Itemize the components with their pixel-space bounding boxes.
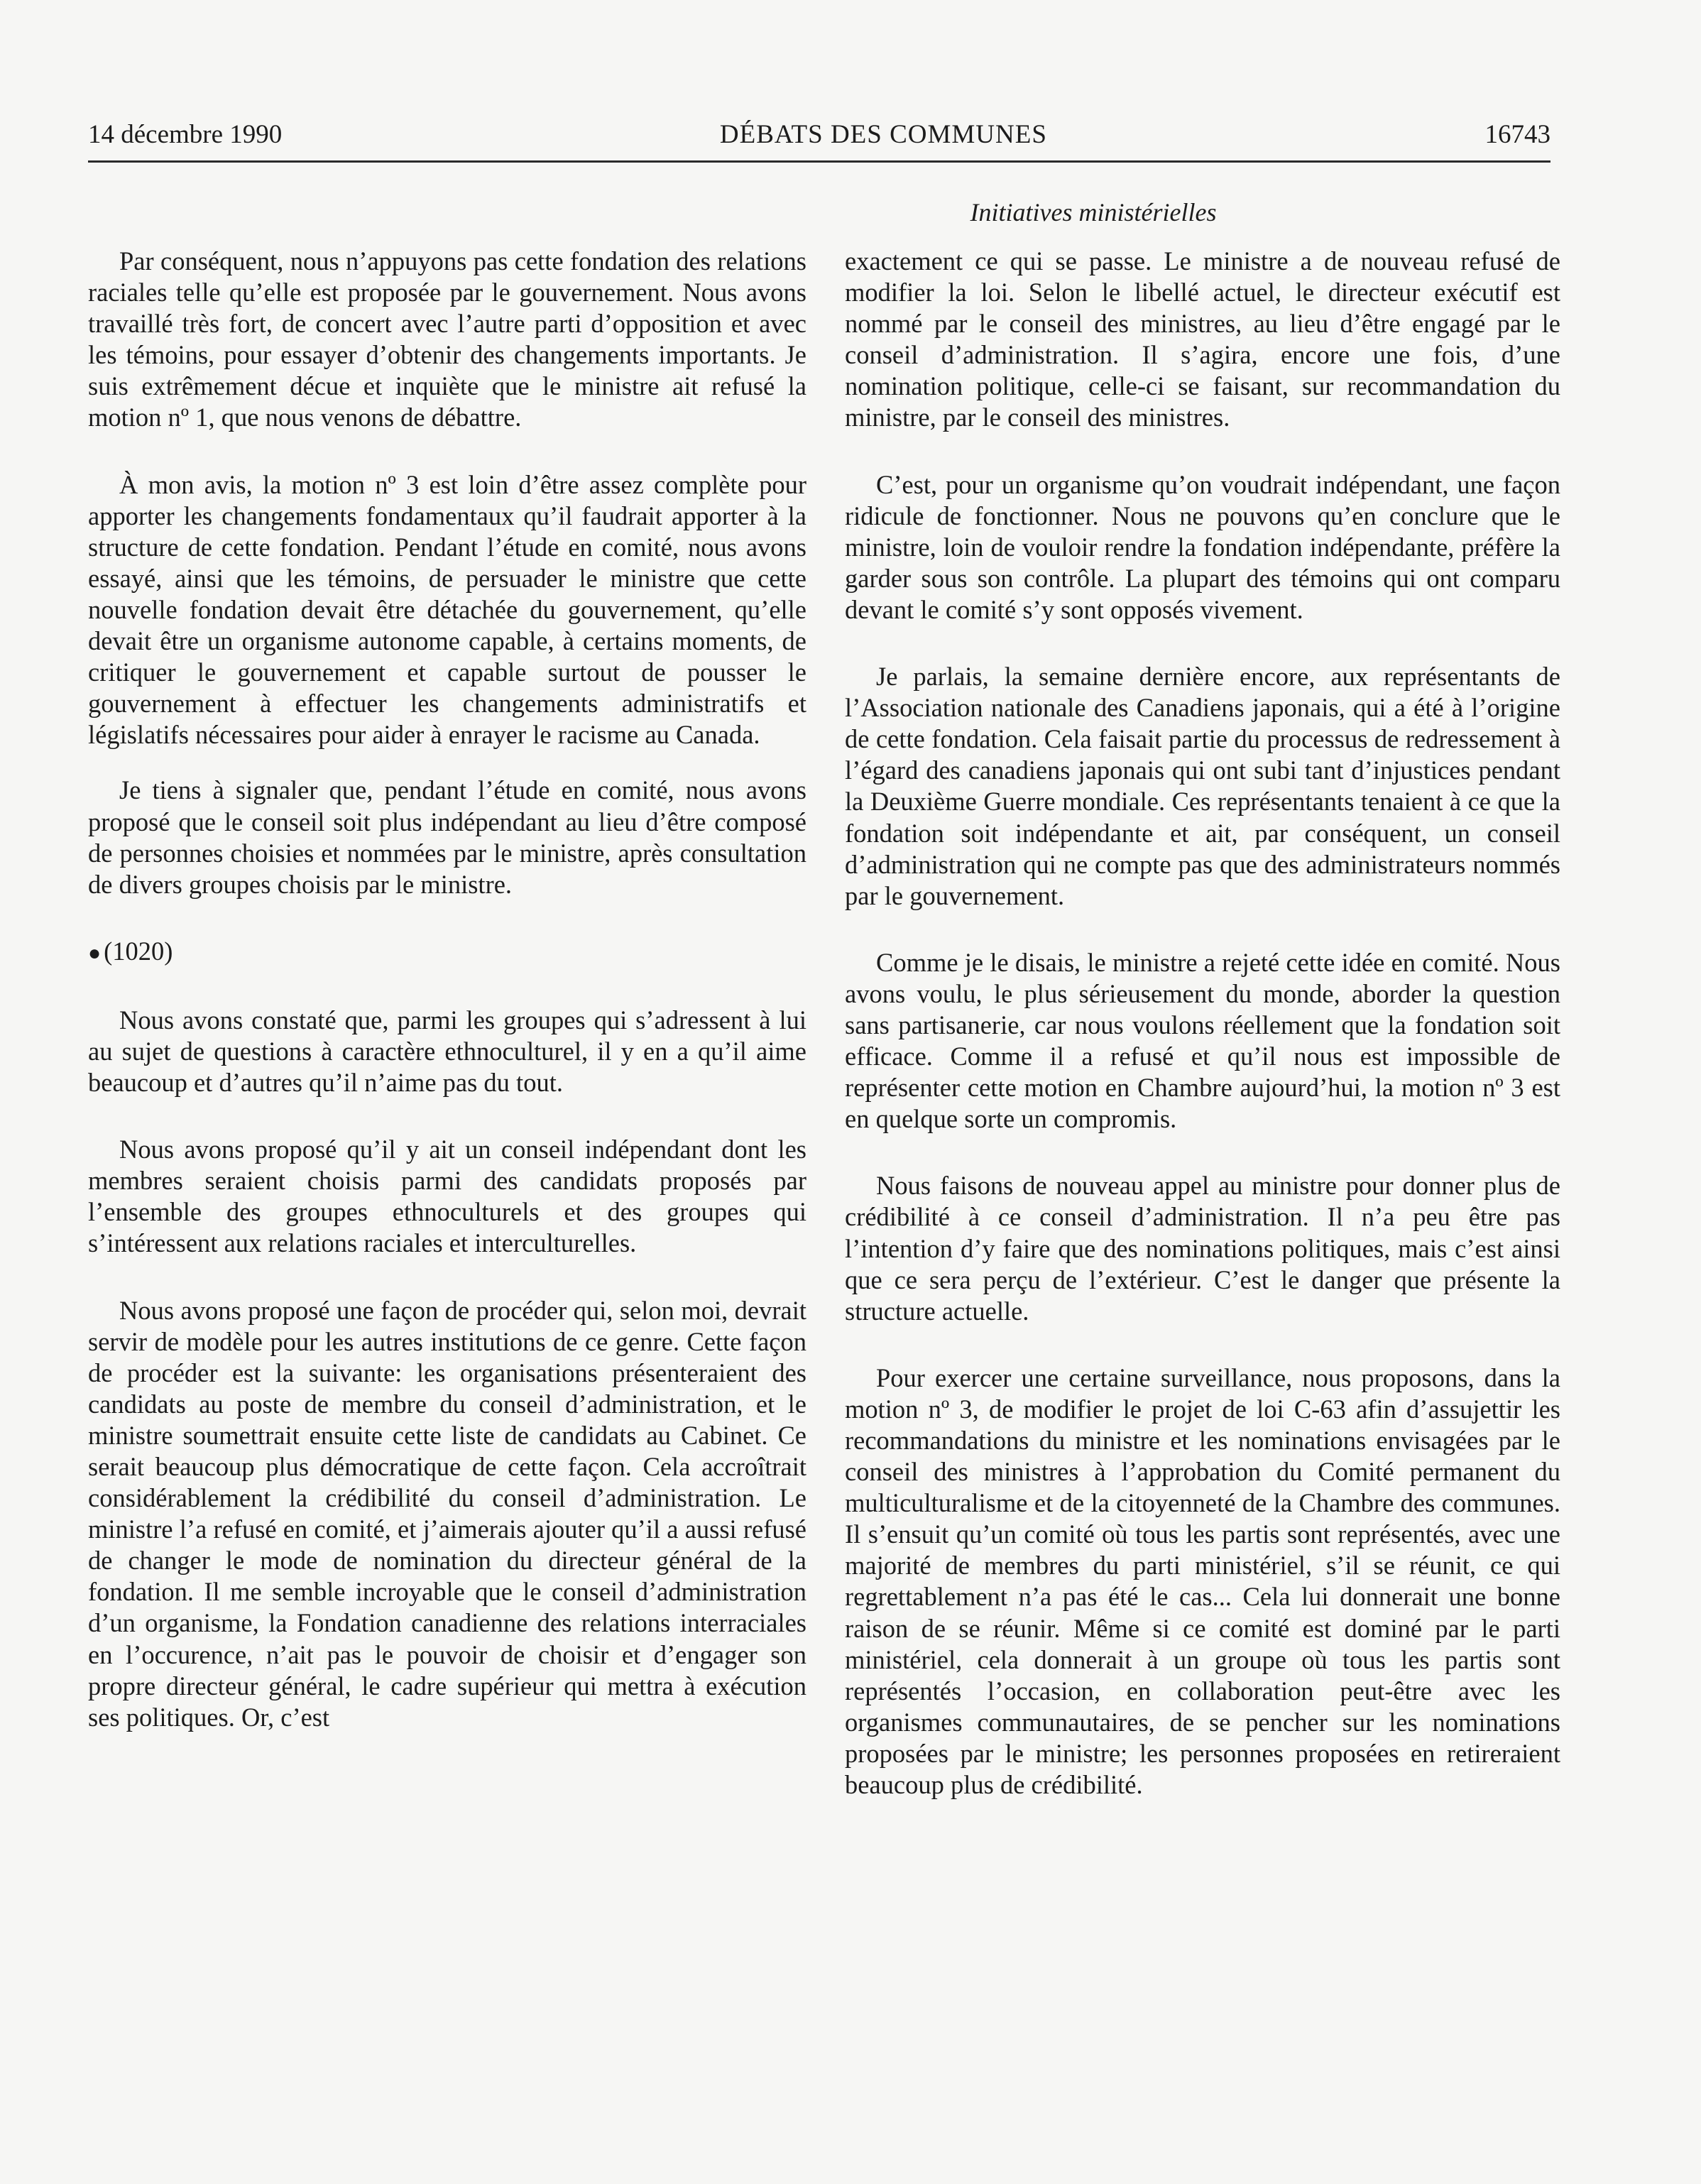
header-date: 14 décembre 1990 bbox=[88, 120, 283, 149]
paragraph: Pour exercer une certaine surveillance, nous proposons, dans la motion nº 3, de modifier le projet de loi C-63 afin d’assujettir les recommandations du ministre et les nominations envisagées par le conseil des ministres à l’approbation du Comité permanent du multiculturalisme et de la citoyenneté de la Chambre des communes. Il s’ensuit qu’un comité où tous les partis sont représentés, avec une majorité de membres du parti ministériel, s’il se réunit, ce qui regrettablement n’a pas été le cas... Cela lui donnerait une bonne raison de se réunir. Même si ce comité est dominé par le parti ministériel, cela donnerait à un groupe où tous les partis sont représentés l’occasion, en collaboration peut-être avec les organismes communautaires, de se pencher sur les nominations proposées par le ministre; les personnes proposées en retireraient beaucoup plus de crédibilité. bbox=[845, 1363, 1560, 1800]
paragraph: Nous avons constaté que, parmi les groupes qui s’adressent à lui au sujet de questions à caractère ethnoculturel, il y en a qu’il aime beaucoup et d’autres qu’il n’aime pas du tout. bbox=[88, 1005, 806, 1098]
paragraph: Par conséquent, nous n’appuyons pas cette fondation des relations raciales telle qu’elle est proposée par le gouvernement. Nous avons travaillé très fort, de concert avec l’autre parti d’opposition et avec les témoins, pour essayer d’obtenir des changements importants. Je suis extrêmement décue et inquiète que le ministre ait refusé la motion nº 1, que nous venons de débattre. bbox=[88, 246, 806, 432]
header-title: DÉBATS DES COMMUNES bbox=[719, 120, 1047, 149]
paragraph: Nous faisons de nouveau appel au ministre pour donner plus de crédibilité à ce conseil d’administration. Il n’a peu être pas l’intention d’y faire que des nominations politiques, mais c’est ainsi que ce sera perçu de l’extérieur. C’est le danger que présente la structure actuelle. bbox=[845, 1171, 1560, 1326]
paragraph: Comme je le disais, le ministre a rejeté cette idée en comité. Nous avons voulu, le plus sérieusement du monde, aborder la question sans partisanerie, car nous voulons réellement que la fondation soit efficace. Comme il a refusé et qu’il nous est impossible de représenter cette motion en Chambre aujourd’hui, la motion nº 3 est en quelque sorte un compromis. bbox=[845, 947, 1560, 1134]
paragraph: C’est, pour un organisme qu’on voudrait indépendant, une façon ridicule de fonctionner. Nous ne pouvons qu’en conclure que le ministre, loin de vouloir rendre la fondation indépendante, préfère la garder sous son contrôle. La plupart des témoins qui ont comparu devant le comité s’y sont opposés vivement. bbox=[845, 469, 1560, 624]
paragraph: Je parlais, la semaine dernière encore, aux représentants de l’Association nationale des Canadiens japonais, qui a été à l’origine de cette fondation. Cela faisait partie du processus de redressement à l’égard des canadiens japonais qui ont subi tant d’injustices pendant la Deuxième Guerre mondiale. Ces représentants tenaient à ce que la fondation soit indépendante et ait, par conséquent, un conseil d’administration qui ne compte pas que des administrateurs nommés par le gouvernement. bbox=[845, 662, 1560, 910]
paragraph: À mon avis, la motion nº 3 est loin d’être assez complète pour apporter les changements fondamentaux qu’il faudrait apporter à la structure de cette fondation. Pendant l’étude en comité, nous avons essayé, ainsi que les témoins, de persuader le ministre que cette nouvelle fondation devait être détachée du gouvernement, qu’elle devait être un organisme autonome capable, à certains moments, de critiquer le gouvernement et capable surtout de pousser le gouvernement à effectuer les changements administratifs et législatifs nécessaires pour aider à enrayer le racisme au Canada. bbox=[88, 469, 806, 750]
right-column bbox=[845, 246, 1560, 1801]
paragraph: Nous avons proposé une façon de procéder qui, selon moi, devrait servir de modèle pour les autres institutions de ce genre. Cette façon de procéder est la suivante: les organisations présenteraient des candidats au poste de membre du conseil d’administration, et le ministre soumettrait ensuite cette liste de candidats au Cabinet. Ce serait beaucoup plus démocratique de cette façon. Cela accroîtrait considérablement la crédibilité du conseil d’administration. Le ministre l’a refusé en comité, et j’aimerais ajouter qu’il a aussi refusé de changer le mode de nomination du directeur général de la fondation. Il me semble incroyable que le conseil d’administration d’un organisme, la Fondation canadienne des relations interraciales en l’occurence, n’ait pas le pouvoir de choisir et d’engager son propre directeur général, le cadre supérieur qui mettra à exécution ses politiques. Or, c’est bbox=[88, 1295, 806, 1732]
section-title: Initiatives ministérielles bbox=[970, 198, 1217, 226]
paragraph: exactement ce qui se passe. Le ministre a de nouveau refusé de modifier la loi. Selon le libellé actuel, le directeur exécutif est nommé par le conseil des ministres, au lieu d’être engagé par le conseil d’administration. Il s’agira, encore une fois, d’une nomination politique, celle-ci se faisant, sur recommandation du ministre, par le conseil des ministres. bbox=[845, 246, 1560, 432]
time-marker bbox=[88, 936, 806, 969]
time-marker-text: (1020) bbox=[104, 936, 173, 966]
paragraph: Nous avons proposé qu’il y ait un conseil indépendant dont les membres seraient choisis parmi des candidats proposés par l’ensemble des groupes ethnoculturels et des groupes qui s’intéressent aux relations raciales et interculturelles. bbox=[88, 1135, 806, 1258]
header-rule bbox=[88, 160, 1550, 163]
page-header bbox=[88, 119, 1550, 156]
paragraph: Je tiens à signaler que, pendant l’étude en comité, nous avons proposé que le conseil soit plus indépendant au lieu d’être composé de personnes choisies et nommées par le ministre, après consultation de divers groupes choisis par le ministre. bbox=[88, 775, 806, 899]
left-column bbox=[88, 246, 806, 1733]
page-number: 16743 bbox=[1484, 120, 1550, 149]
bullet-icon: ● bbox=[88, 941, 102, 965]
